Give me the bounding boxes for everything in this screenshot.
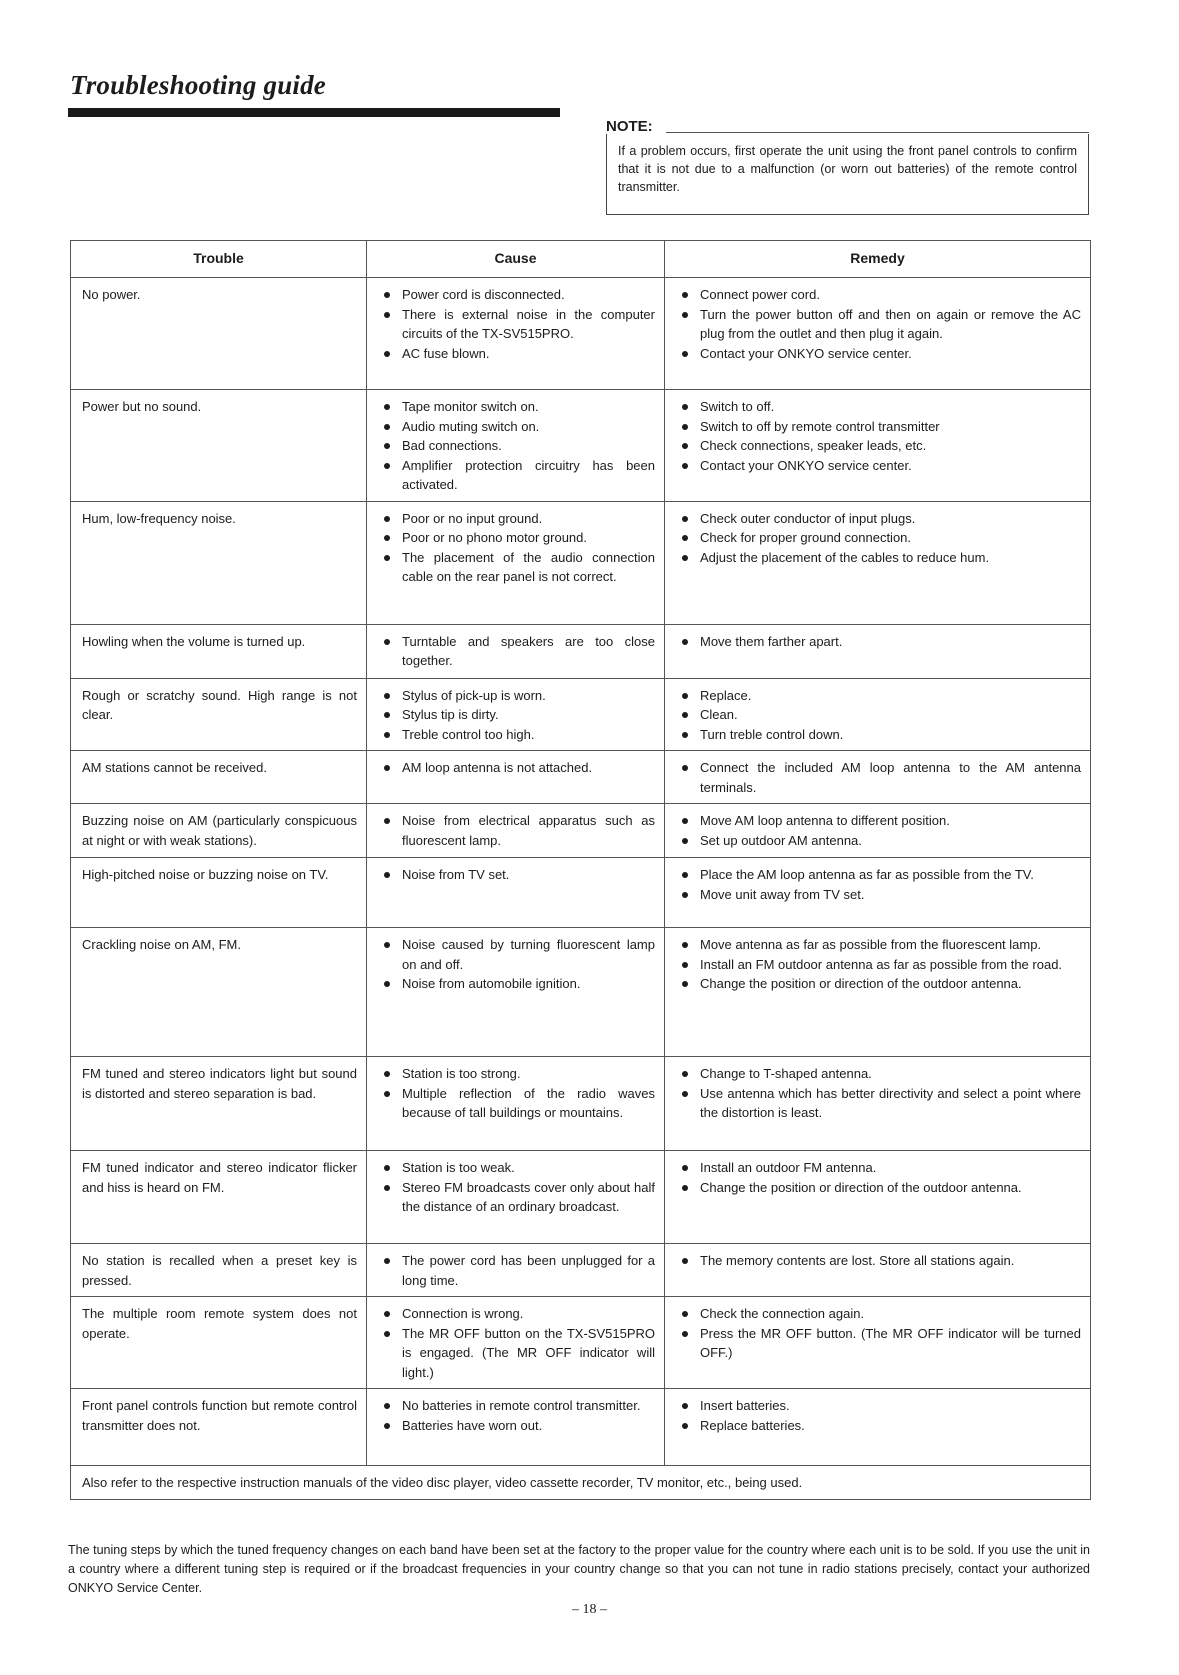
remedy-item: Install an FM outdoor antenna as far as possible from the road. xyxy=(676,955,1081,975)
remedy-item: Switch to off. xyxy=(676,397,1081,417)
remedy-cell xyxy=(665,624,1091,678)
cause-item: Station is too weak. xyxy=(378,1158,655,1178)
remedy-item: Move unit away from TV set. xyxy=(676,885,1081,905)
remedy-item: Switch to off by remote control transmitter xyxy=(676,417,1081,437)
cause-item: Connection is wrong. xyxy=(378,1304,655,1324)
trouble-cell: Howling when the volume is turned up. xyxy=(71,624,367,678)
table-row xyxy=(71,804,1091,858)
table-row xyxy=(71,858,1091,928)
cause-cell xyxy=(367,390,665,502)
cause-item: Noise from TV set. xyxy=(378,865,655,885)
remedy-cell xyxy=(665,501,1091,624)
cause-list xyxy=(378,1304,655,1382)
remedy-cell xyxy=(665,1151,1091,1244)
remedy-item: Change the position or direction of the outdoor antenna. xyxy=(676,974,1081,994)
page-title: Troubleshooting guide xyxy=(70,70,326,100)
table-row xyxy=(71,501,1091,624)
cause-list xyxy=(378,1064,655,1123)
remedy-cell xyxy=(665,751,1091,804)
title-underline xyxy=(68,108,560,117)
remedy-item: Move AM loop antenna to different position. xyxy=(676,811,1081,831)
cause-item: Power cord is disconnected. xyxy=(378,285,655,305)
table-row xyxy=(71,1057,1091,1151)
remedy-item: Adjust the placement of the cables to reduce hum. xyxy=(676,548,1081,568)
cause-list xyxy=(378,758,655,778)
cause-cell xyxy=(367,624,665,678)
cause-item: Stylus tip is dirty. xyxy=(378,705,655,725)
table-row xyxy=(71,278,1091,390)
remedy-item: Check for proper ground connection. xyxy=(676,528,1081,548)
remedy-list xyxy=(676,1396,1081,1435)
remedy-cell xyxy=(665,1057,1091,1151)
trouble-cell: Rough or scratchy sound. High range is not clear. xyxy=(71,678,367,751)
remedy-item: Use antenna which has better directivity and select a point where the distortion is least. xyxy=(676,1084,1081,1123)
remedy-item: Change to T-shaped antenna. xyxy=(676,1064,1081,1084)
note-heading: NOTE: xyxy=(606,118,653,135)
cause-list xyxy=(378,1158,655,1217)
note-text: If a problem occurs, first operate the unit using the front panel controls to confirm that it is not due to a malfunction (or worn out batteries) of the remote control transmitter. xyxy=(618,144,1077,194)
trouble-cell: Front panel controls function but remote control transmitter does not. xyxy=(71,1389,367,1466)
trouble-cell: Buzzing noise on AM (particularly conspicuous at night or with weak stations). xyxy=(71,804,367,858)
remedy-item: Check connections, speaker leads, etc. xyxy=(676,436,1081,456)
cause-item: Poor or no input ground. xyxy=(378,509,655,529)
trouble-cell: FM tuned indicator and stereo indicator flicker and hiss is heard on FM. xyxy=(71,1151,367,1244)
column-header-remedy: Remedy xyxy=(665,241,1091,278)
trouble-cell: Power but no sound. xyxy=(71,390,367,502)
cause-list xyxy=(378,1396,655,1435)
cause-item: The power cord has been unplugged for a long time. xyxy=(378,1251,655,1290)
remedy-item: Press the MR OFF button. (The MR OFF indicator will be turned OFF.) xyxy=(676,1324,1081,1363)
remedy-list xyxy=(676,935,1081,994)
remedy-item: Contact your ONKYO service center. xyxy=(676,456,1081,476)
cause-cell xyxy=(367,751,665,804)
page-number: – 18 – xyxy=(572,1602,607,1617)
note-box xyxy=(606,134,1089,215)
remedy-list xyxy=(676,1304,1081,1363)
cause-cell xyxy=(367,804,665,858)
cause-cell xyxy=(367,678,665,751)
trouble-cell: No station is recalled when a preset key is pressed. xyxy=(71,1244,367,1297)
remedy-item: Move antenna as far as possible from the fluorescent lamp. xyxy=(676,935,1081,955)
table-row xyxy=(71,1297,1091,1389)
cause-item: The MR OFF button on the TX-SV515PRO is engaged. (The MR OFF indicator will light.) xyxy=(378,1324,655,1383)
remedy-item: Move them farther apart. xyxy=(676,632,1081,652)
remedy-item: Replace. xyxy=(676,686,1081,706)
cause-list xyxy=(378,935,655,994)
cause-item: Bad connections. xyxy=(378,436,655,456)
remedy-item: The memory contents are lost. Store all stations again. xyxy=(676,1251,1081,1271)
table-row xyxy=(71,390,1091,502)
note-rule xyxy=(666,132,1089,133)
remedy-list xyxy=(676,397,1081,475)
cause-item: Poor or no phono motor ground. xyxy=(378,528,655,548)
remedy-cell xyxy=(665,1389,1091,1466)
trouble-cell: Hum, low-frequency noise. xyxy=(71,501,367,624)
remedy-list xyxy=(676,632,1081,652)
cause-item: Turntable and speakers are too close together. xyxy=(378,632,655,671)
table-footnote: Also refer to the respective instruction manuals of the video disc player, video cassette recorder, TV monitor, etc., being used. xyxy=(71,1466,1091,1500)
cause-item: Stereo FM broadcasts cover only about half the distance of an ordinary broadcast. xyxy=(378,1178,655,1217)
remedy-list xyxy=(676,509,1081,568)
table-body xyxy=(71,278,1091,1466)
cause-item: The placement of the audio connection cable on the rear panel is not correct. xyxy=(378,548,655,587)
remedy-cell xyxy=(665,390,1091,502)
cause-list xyxy=(378,397,655,495)
remedy-item: Connect the included AM loop antenna to the AM antenna terminals. xyxy=(676,758,1081,797)
remedy-item: Turn treble control down. xyxy=(676,725,1081,745)
remedy-item: Install an outdoor FM antenna. xyxy=(676,1158,1081,1178)
trouble-cell: FM tuned and stereo indicators light but sound is distorted and stereo separation is bad. xyxy=(71,1057,367,1151)
remedy-cell xyxy=(665,928,1091,1057)
cause-cell xyxy=(367,1151,665,1244)
remedy-item: Replace batteries. xyxy=(676,1416,1081,1436)
remedy-item: Contact your ONKYO service center. xyxy=(676,344,1081,364)
trouble-cell: Crackling noise on AM, FM. xyxy=(71,928,367,1057)
cause-cell xyxy=(367,1297,665,1389)
cause-item: Treble control too high. xyxy=(378,725,655,745)
trouble-cell: High-pitched noise or buzzing noise on TV. xyxy=(71,858,367,928)
cause-list xyxy=(378,285,655,363)
remedy-cell xyxy=(665,1297,1091,1389)
remedy-cell xyxy=(665,1244,1091,1297)
table-row xyxy=(71,678,1091,751)
remedy-item: Place the AM loop antenna as far as possible from the TV. xyxy=(676,865,1081,885)
cause-cell xyxy=(367,1057,665,1151)
trouble-cell: No power. xyxy=(71,278,367,390)
remedy-item: Connect power cord. xyxy=(676,285,1081,305)
table-header-row xyxy=(71,241,1091,278)
remedy-item: Change the position or direction of the outdoor antenna. xyxy=(676,1178,1081,1198)
table-row xyxy=(71,928,1091,1057)
remedy-cell xyxy=(665,678,1091,751)
trouble-cell: The multiple room remote system does not operate. xyxy=(71,1297,367,1389)
table-row xyxy=(71,751,1091,804)
cause-cell xyxy=(367,501,665,624)
cause-list xyxy=(378,865,655,885)
remedy-cell xyxy=(665,804,1091,858)
cause-item: Audio muting switch on. xyxy=(378,417,655,437)
tuning-step-note: The tuning steps by which the tuned frequency changes on each band have been set at the factory to the proper value for the country where each unit is to be sold. If you use the unit in a country where a different tuning step is required or if the broadcast frequencies in your country change so that you can not tune in radio stations precisely, contact your authorized ONKYO Service Center. xyxy=(68,1543,1090,1595)
remedy-list xyxy=(676,285,1081,363)
column-header-cause: Cause xyxy=(367,241,665,278)
table-row xyxy=(71,624,1091,678)
remedy-list xyxy=(676,865,1081,904)
cause-item: Tape monitor switch on. xyxy=(378,397,655,417)
cause-cell xyxy=(367,278,665,390)
cause-item: Amplifier protection circuitry has been activated. xyxy=(378,456,655,495)
cause-item: Noise caused by turning fluorescent lamp on and off. xyxy=(378,935,655,974)
table-row xyxy=(71,1389,1091,1466)
remedy-item: Check outer conductor of input plugs. xyxy=(676,509,1081,529)
table-row xyxy=(71,1244,1091,1297)
troubleshooting-table xyxy=(70,240,1091,1500)
remedy-item: Set up outdoor AM antenna. xyxy=(676,831,1081,851)
table-row xyxy=(71,1151,1091,1244)
cause-list xyxy=(378,632,655,671)
column-header-trouble: Trouble xyxy=(71,241,367,278)
cause-cell xyxy=(367,928,665,1057)
cause-item: Batteries have worn out. xyxy=(378,1416,655,1436)
cause-list xyxy=(378,1251,655,1290)
cause-item: Station is too strong. xyxy=(378,1064,655,1084)
remedy-list xyxy=(676,1158,1081,1197)
cause-list xyxy=(378,509,655,587)
cause-item: Multiple reflection of the radio waves because of tall buildings or mountains. xyxy=(378,1084,655,1123)
cause-item: AC fuse blown. xyxy=(378,344,655,364)
remedy-list xyxy=(676,1064,1081,1123)
remedy-list xyxy=(676,811,1081,850)
remedy-item: Turn the power button off and then on again or remove the AC plug from the outlet and then plug it again. xyxy=(676,305,1081,344)
cause-item: Stylus of pick-up is worn. xyxy=(378,686,655,706)
remedy-list xyxy=(676,758,1081,797)
remedy-item: Clean. xyxy=(676,705,1081,725)
cause-cell xyxy=(367,858,665,928)
cause-item: Noise from electrical apparatus such as fluorescent lamp. xyxy=(378,811,655,850)
cause-list xyxy=(378,811,655,850)
remedy-cell xyxy=(665,858,1091,928)
table-footnote-row xyxy=(71,1466,1091,1500)
cause-item: AM loop antenna is not attached. xyxy=(378,758,655,778)
remedy-list xyxy=(676,1251,1081,1271)
cause-cell xyxy=(367,1244,665,1297)
cause-list xyxy=(378,686,655,745)
cause-item: No batteries in remote control transmitter. xyxy=(378,1396,655,1416)
cause-item: There is external noise in the computer circuits of the TX-SV515PRO. xyxy=(378,305,655,344)
remedy-item: Check the connection again. xyxy=(676,1304,1081,1324)
remedy-list xyxy=(676,686,1081,745)
remedy-cell xyxy=(665,278,1091,390)
remedy-item: Insert batteries. xyxy=(676,1396,1081,1416)
trouble-cell: AM stations cannot be received. xyxy=(71,751,367,804)
cause-item: Noise from automobile ignition. xyxy=(378,974,655,994)
cause-cell xyxy=(367,1389,665,1466)
